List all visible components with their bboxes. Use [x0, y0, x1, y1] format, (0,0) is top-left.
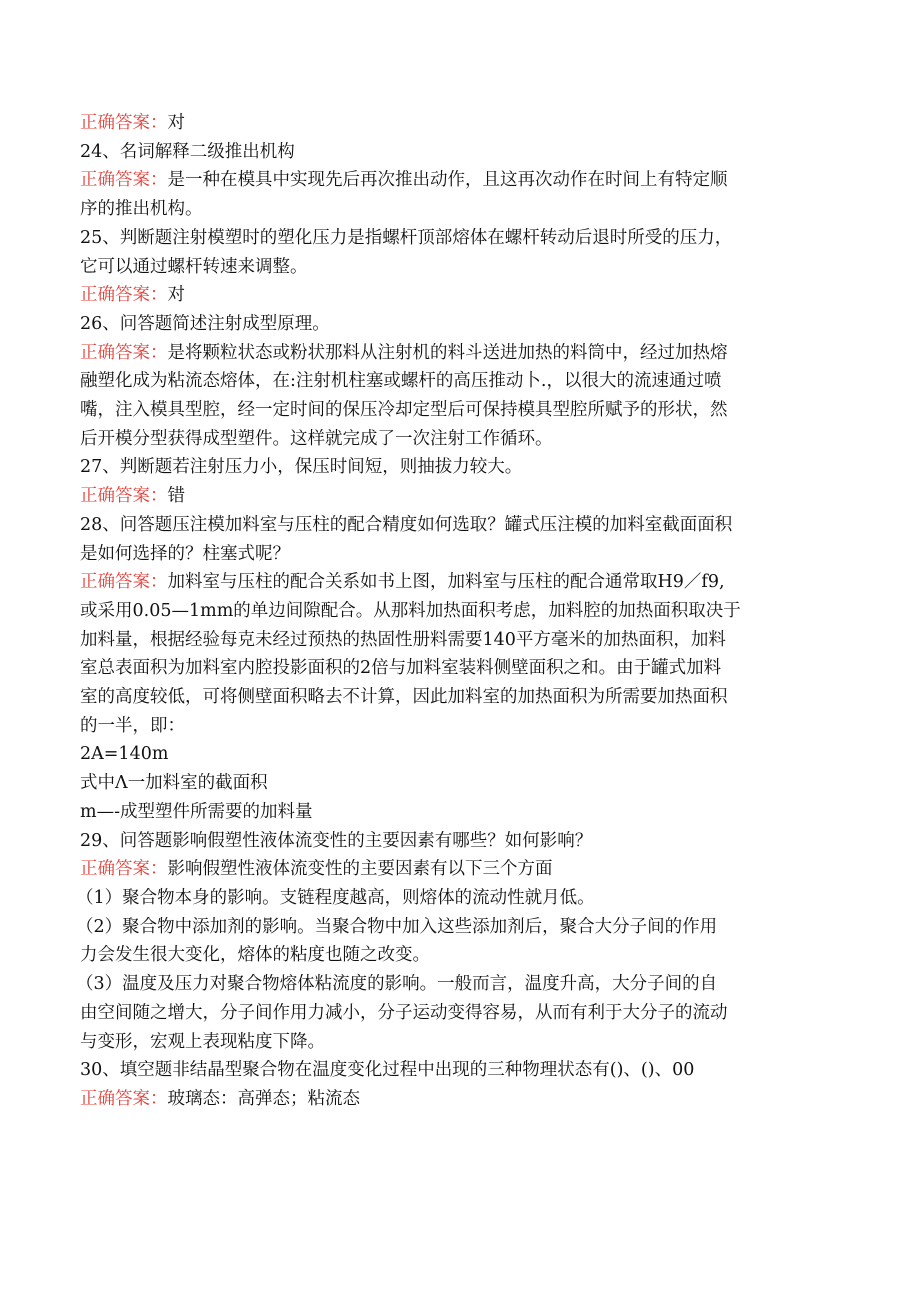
answer-line: [80, 109, 828, 138]
answer-label: 正确答案：: [80, 859, 168, 880]
answer-text: 是将颗粒状态或粉状那料从注射机的料斗送进加热的料筒中，经过加热熔: [167, 342, 728, 363]
answer-line: [80, 482, 828, 511]
question-28: 28、问答题压注模加料室与压柱的配合精度如何选取？罐式压注模的加料室截面面积: [80, 514, 733, 535]
list-item: （3）温度及压力对聚合物熔体粘流度的影响。一般而言，温度升高，大分子间的自: [76, 974, 718, 995]
answer-label: 正确答案：: [80, 1088, 168, 1109]
answer-text: 是一种在模具中实现先后再次推出动作，且这再次动作在时间上有特定顺: [167, 170, 728, 191]
document-page: [76, 109, 828, 1114]
list-item: （1）聚合物本身的影响。支链程度越高，则熔体的流动性就月低。: [76, 887, 595, 908]
text-line: 它可以通过螺杆转速来调整。: [80, 256, 308, 277]
answer-label: 正确答案：: [80, 285, 168, 306]
answer-line: [80, 339, 828, 368]
text-line: 后开模分型获得成型塑件。这样就完成了一次注射工作循环。: [80, 428, 553, 449]
question-30: 30、填空题非结晶型聚合物在温度变化过程中出现的三种物理状态有()、()、00: [80, 1060, 695, 1081]
answer-text: 对: [167, 285, 185, 306]
answer-text: 加料室与压柱的配合关系如书上图，加料室与压柱的配合通常取H9／f9,: [167, 572, 725, 593]
question-24: 24、名词解释二级推出机构: [80, 141, 295, 162]
text-line: 室总表面积为加料室内腔投影面积的2倍与加料室装料侧壁面积之和。由于罐式加料: [80, 658, 722, 679]
text-line: 序的推出机构。: [80, 199, 203, 220]
answer-line: [80, 281, 828, 310]
text-line: 融塑化成为粘流态熔体，在:注射机柱塞或螺杆的高压推动卜.，以很大的流速通过喷: [80, 371, 722, 392]
text-line: 力会发生很大变化，熔体的粘度也随之改变。: [80, 945, 430, 966]
text-line: 室的高度较低，可将侧壁面积略去不计算，因此加料室的加热面积为所需要加热面积: [80, 687, 728, 708]
question-27: 27、判断题若注射压力小，保压时间短，则抽拔力较大。: [80, 457, 523, 478]
answer-line: [80, 568, 828, 597]
text-line: 由空间随之增大，分子间作用力减小，分子运动变得容易，从而有利于大分子的流动: [80, 1002, 728, 1023]
answer-text: 错: [167, 486, 185, 507]
answer-text: 对: [167, 113, 185, 133]
text-line: 加料量，根据经验每克未经过预热的热固性册料需要140平方毫米的加热面积，加料: [80, 629, 726, 650]
answer-label: 正确答案：: [80, 113, 168, 133]
formula-note: 式中Λ一加料室的截面积: [80, 773, 268, 794]
answer-label: 正确答案：: [80, 572, 168, 593]
answer-line: [80, 166, 828, 195]
answer-text: 玻璃态：高弹态；粘流态: [167, 1088, 360, 1109]
formula-note: m—-成型塑件所需要的加料量: [80, 801, 313, 822]
answer-label: 正确答案：: [80, 170, 168, 191]
answer-label: 正确答案：: [80, 342, 168, 363]
text-line: 或采用0.05—1mm的单边间隙配合。从那料加热面积考虑，加料腔的加热面积取决于: [80, 600, 741, 621]
answer-text: 影响假塑性液体流变性的主要因素有以下三个方面: [167, 859, 553, 880]
answer-line: [80, 855, 828, 884]
text-line: 嘴，注入模具型腔，经一定时间的保压冷却定型后可保持模具型腔所赋予的形状，然: [80, 400, 728, 421]
answer-line: [80, 1085, 828, 1114]
text-line: 是如何选择的？柱塞式呢？: [80, 543, 290, 564]
question-25: 25、判断题注射模塑时的塑化压力是指螺杆顶部熔体在螺杆转动后退时所受的压力，: [80, 227, 733, 248]
formula-line: 2A=140m: [80, 744, 169, 765]
answer-label: 正确答案：: [80, 486, 168, 507]
text-line: 的一半，即：: [80, 715, 185, 736]
question-29: 29、问答题影响假塑性液体流变性的主要因素有哪些？如何影响？: [80, 830, 593, 851]
question-26: 26、问答题简述注射成型原理。: [80, 313, 330, 334]
list-item: （2）聚合物中添加剂的影响。当聚合物中加入这些添加剂后，聚合大分子间的作用: [76, 916, 718, 937]
text-line: 与变形，宏观上表现粘度下降。: [80, 1031, 325, 1052]
